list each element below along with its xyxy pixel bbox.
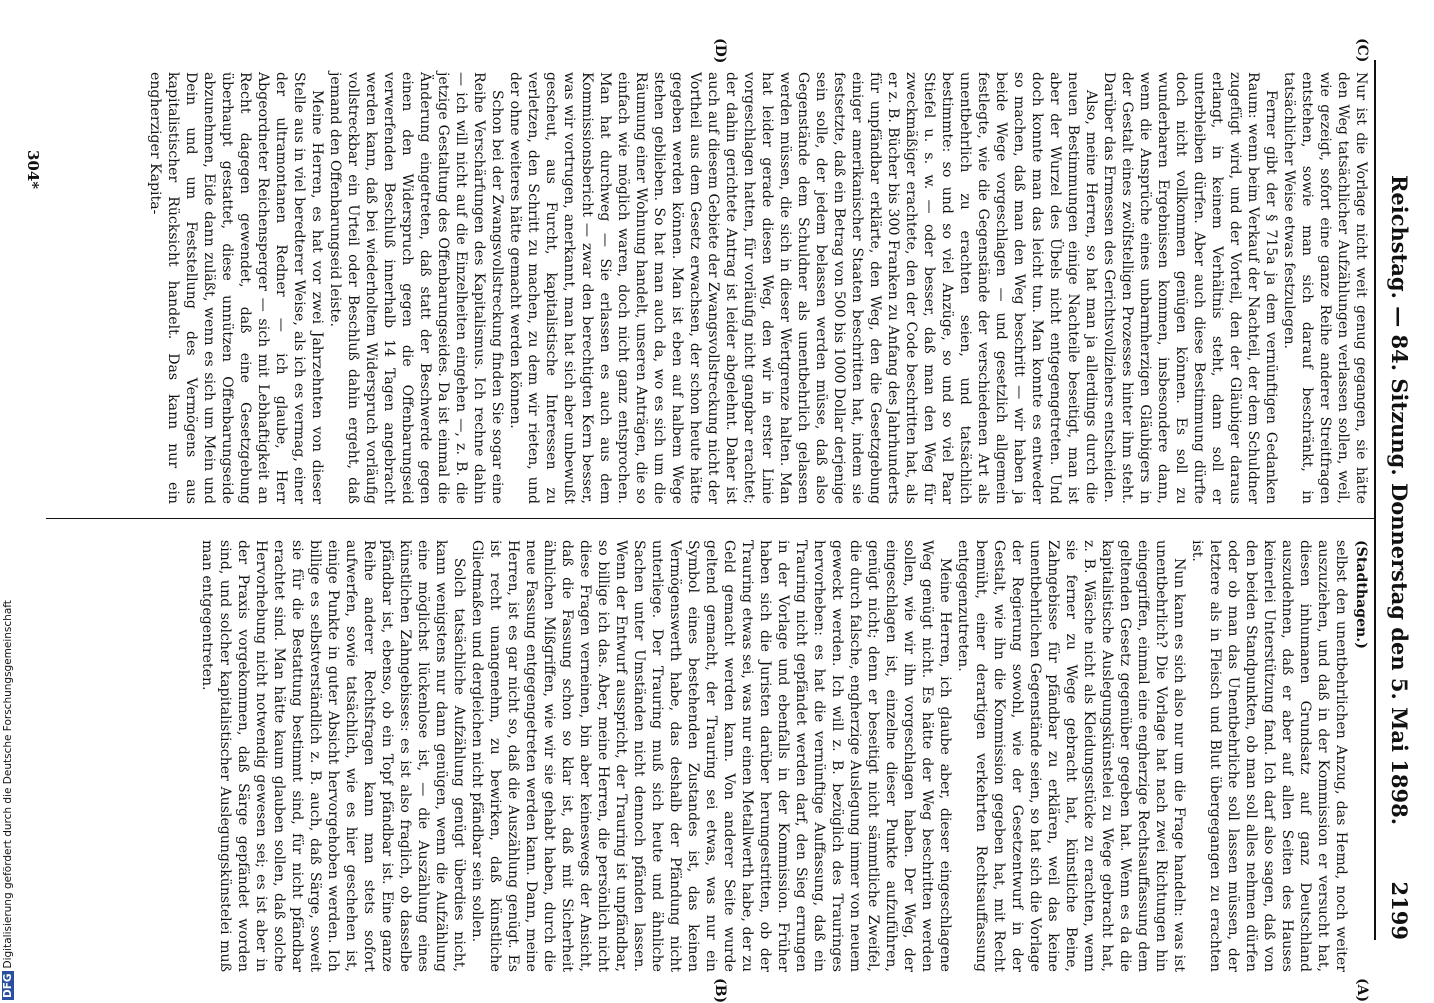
column-divider [46,518,1376,519]
header-title: Reichstag. — 84. Sitzung. Donnerstag den 5. Mai 1898. [1387,174,1412,826]
margin-marker-c: (C) [1354,38,1370,63]
page-header [1372,60,1412,940]
margin-marker-b: (B) [712,978,728,1003]
dfg-logo: DFG [2,973,14,998]
footer-sheet-number: 304* [24,150,42,190]
paragraph: Nun kann es sich also nur um die Frage handeln: was ist unentbehrlich? Die Vorlage hat nach zwei Richtungen hin eingegriffen, einmal eine engherzige Rechtsauffassung dem geltenden Gesetz gegenüber gegeben hat. Wenn es da die kapitalistische Auslegungskünstelei zu Wege gebracht hat, z. B. Wäsche nicht als Kleidungsstücke zu erachten, wenn sie ferner zu Wege gebracht hat, künstliche Beine, Zahngebisse für pfändbar zu erklären, weil das keine unentbehrlichen Gegenstände seien, so hat sich die Vorlage der Regierung sowohl, wie der Gesetzentwurf in der Gestalt, wie ihn die Kommission gegeben hat, mit Recht bemüht, einer derartigen verkehrten Rechtsauffassung entgegenzutreten. [955,540,1187,972]
paragraph: Solch tatsächliche Aufzählung genügt überdies nicht, kann wenigstens nur dann genügen, wenn die Aufzählung eine möglichst lückenlose ist, — die Auszählung eines künstlichen Zahngebisses: es ist also fraglich, ob dasselbe pfändbar ist, ebenso, ob ein Topf pfändbar ist. Eine ganze Reihe anderer Rechtsfragen kann man stets sofort aufwerfen, sowie tatsächlich, wie es hier geschehen ist, einige Punkte in guter Absicht hervorgehoben werden. Ich billige es selbstverständlich z. B. auch, daß Särge, soweit sie für die Bestattung bestimmt sind, für nicht pfändbar erachtet sind. Man hätte kaum glauben sollen, daß solche Hervorhebung nicht notwendig gewesen sei; es ist aber in der Praxis vorgekommen, daß Särge gepfändet worden sind, und solcher kapitalistischer Auslegungskünstelei muß man entgegentreten. [199,540,467,972]
paragraph: selbst den unentbehrlichen Anzug, das Hemd, noch weiter auszuziehen, und daß in der Kommission er versucht hat, diesen inhumanen Grundsatz auf ganz Deutschland auszudehnen, daß er aber auf allen Seiten des Hauses keinerlei Unterstützung fand. Ich darf also sagen, daß von den beiden Standpunkten, ob man soll alles nehmen dürfen oder ob man das Unentbehrliche soll lassen müssen, der letztere als in Fleisch und Blut übergegangen zu erachten ist. [1189,540,1349,972]
paragraph: Meine Herren, es hat vor zwei Jahrzehnten von dieser Stelle aus in viel beredterer Weise, als ich es vermag, einer der ultramontanen Redner — ich glaube, Herr Abgeordneter Reichensperger — sich mit Lebhaftigkeit an Recht dagegen gewendet, daß eine Gesetzgebung überhaupt gestattet, diese unnützen Offenbarungseide abzunehmen, Eide dann zuläßt, wenn es sich um Mein und Dein und um Feststellung des Vermögens aus kapitalistischer Rücksicht handelt. Das kann nur ein engherziger Kapita- [147,72,325,504]
column-left [198,540,1370,972]
paragraph: Ferner gibt der § 715a ja dem vernünftigen Gedanken Raum: wenn beim Verkauf der Nachteil, der dem Schuldner zugefügt wird, und der Vorteil, den der Gläubiger daraus erlangt, in keinem Verhältnis steht, dann soll er unterbleiben dürfen. Aber auch diese Bestimmung dürfte doch nicht vollkommen genügen können. Es soll zu wunderbaren Ergebnissen kommen, insbesondere dann, wenn die Ansprüche eines unbarmherzigen Gläubigers in der Gestalt eines zwölfstelligen Prozesses hinter ihm steht. Darüber das Ermessen des Gerichtsvollziehers entscheiden. [1101,72,1279,504]
paragraph: Also, meine Herren, so hat man ja allerdings durch die neuen Bestimmungen einige Nachteile beseitigt, man ist aber der Wurzel des Übels nicht entgegengetreten. Und doch konnte man das leicht tun. Man konnte es entweder so machen, daß man den Weg beschritt — wir haben ja beide Wege vorgeschlagen — und gesetzlich allgemein festlegte, wie die Gegenstände der verschiedenen Art als unentbehrlich zu erachten seien, und tatsächlich bestimmte: so und so viel Anzüge, so und so viel Paar Stiefel u. s. w. — oder besser, daß man den Weg für zweckmäßiger erachtete, den der Code beschritten hat, als er z. B. Bücher bis 300 Franken zu Anfang des Jahrhunderts für unpfändbar erklärte, den Weg, den die Gesetzgebung einiger amerikanischer Staaten beschritten hat, indem sie festsetzte, daß ein Betrag von 500 bis 1000 Dollar derjenige sein solle, der jedem belassen werden müsse, daß also Gegenstände dem Schuldner als unentbehrlich gelassen werden müssen, die sich in dieser Wertgrenze halten. Man hat leider gerade diesen Weg, den wir in erster Linie vorgeschlagen hatten, für vorläufig nicht gangbar erachtet; der dahin gerichtete Antrag ist leider abgelehnt. Daher ist auch auf diesem Gebiete der Zwangsvollstreckung nicht der Vortheil aus dem Gesetz erwachsen, der schon heute hätte gegeben werden können. Man ist eben auf halbem Wege stehen geblieben. So hat man auch da, wo es sich um die Räumung einer Wohnung handelt, unseren Anträgen, die so einfach wie möglich waren, doch nicht ganz entsprochen. Man hat durchweg — Sie erlassen es auch aus dem Kommissionsbericht — zwar den berechtigten Kern besser, was wir vortrugen, anerkannt, man hat sich aber unbewußt gescheut, aus Furcht, kapitalistische Interessen zu verletzen, den Schritt zu machen, zu dem wir rieten, und der ohne weiteres hätte gemacht werden können. [507,72,1099,504]
margin-marker-d: (D) [712,38,728,64]
paragraph: Meine Herren, ich glaube aber, dieser eingeschlagene Weg genügt nicht. Es hätte der Weg beschritten werden sollen, wie wir ihn vorgeschlagen haben. Der Weg, der eingeschlagen ist, einzelne dieser Punkte aufzuführen, genügt nicht; denn er beseitigt nicht sämmtliche Zweifel, die durch falsche, engherzige Auslegung immer von neuem geweckt werden. Ich will z. B. bezüglich des Trauringes hervorheben: es hat die vernünftige Auffassung, daß ein Trauring nicht gepfändet werden darf, den Sieg errungen in der Vorlage und ebenfalls in der Kommission. Früher haben sich die Juristen darüber herumgestritten, ob der Trauring etwas sei, was nur einen Metallwerth habe, der zu Geld gemacht werden kann. Von anderer Seite wurde geltend gemacht, der Trauring sei etwas, was nur ein Symbol eines bestehenden Zustandes ist, das keinen Vermögenswerth habe, das deshalb der Pfändung nicht unterliege. Der Trauring muß sich heute und ähnliche Sachen unter Umständen nicht dennoch pfänden lassen. Wenn der Entwurf ausspricht, der Trauring ist unpfändbar, so billige ich das. Aber, meine Herren, die persönlich nicht diese Fragen verneinen, bin aber keineswegs der Ansicht, daß die Fassung schon so klar ist, daß mit Sicherheit ähnlichen Mißgriffen, wie wir sie gehabt haben, durch die neue Fassung entgegengetreten werden kann. Dann, meine Herren, ist es gar nicht so, daß die Auszählung genügt. Es ist recht unangenehm, zu bewirken, daß künstliche Gliedmaßen und dergleichen nicht pfändbar sein sollen. [469,540,953,972]
margin-marker-a: (A) [1354,978,1370,1003]
paragraph: Nur ist die Vorlage nicht weit genug gegangen, sie hätte den Weg tatsächlicher Aufzählungen verlassen sollen, weil, wie gezeigt, sofort eine ganze Reihe anderer Streitfragen entstehen, sowie man sich darauf beschränkt, in tatsächlicher Weise etwas festzulegen. [1281,72,1369,504]
sidenote-text: Digitalisierung gefördert durch die Deutsche Forschungsgemeinschaft [2,600,14,969]
column-right [146,72,1370,504]
speaker-running-head: (Stadthagen.) [1353,540,1369,649]
page-number: 2199 [1387,881,1412,940]
paragraph: Schon bei der Zwangsvollstreckung finden Sie sogar eine Reihe Verschärfungen des Kapitalismus. Ich rechne dahin — ich will nicht auf die Einzelheiten eingehen —, z. B. die jetzige Gestaltung des Offenbarungseides. Da ist einmal die Änderung eingetreten, daß statt der Beschwerde gegen einen den Widerspruch gegen die Offenbarungseid verwerfenden Beschluß innerhalb 14 Tagen angebracht werden kann, daß bei wiederholtem Widerspruch vorläufig vollstreckbar ein Urteil oder Beschluß dahin ergeht, daß jemand den Offenbarungseid leiste. [327,72,505,504]
digitization-sidenote [2,0,16,1000]
header-rule [1374,60,1376,940]
